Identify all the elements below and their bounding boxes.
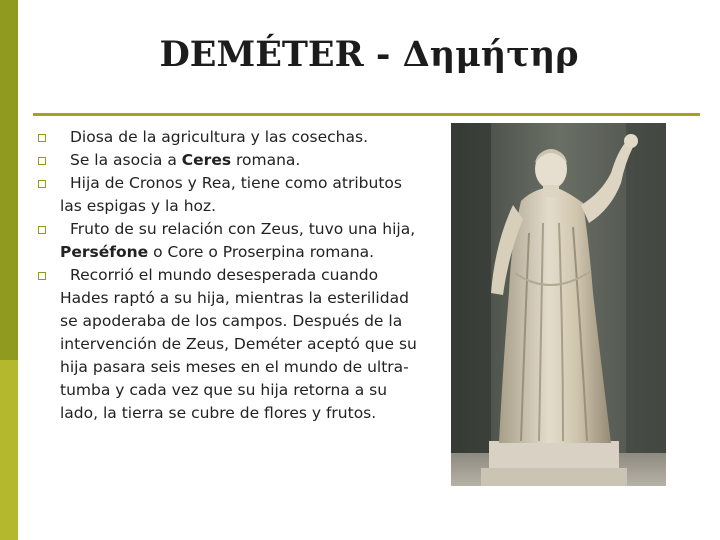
bullet-text — [38, 241, 438, 264]
bullet-text: hija pasara seis meses en el mundo de ultra- — [60, 358, 409, 376]
bullet-square-icon — [38, 272, 46, 280]
bullet-item — [38, 126, 438, 149]
bullet-item — [38, 149, 438, 172]
title-divider — [33, 113, 700, 116]
bullet-text: Diosa de la agricultura y las cosechas. — [70, 128, 368, 146]
bullet-item — [38, 264, 438, 425]
bullet-text: las espigas y la hoz. — [60, 197, 217, 215]
bullet-text: Recorrió el mundo desesperada cuando — [70, 266, 379, 284]
bullet-square-icon — [38, 180, 46, 188]
bullet-text: Fruto de su relación con Zeus, tuvo una hija, — [70, 220, 416, 238]
bullet-square-icon — [38, 134, 46, 142]
bullet-text: Hades raptó a su hija, mientras la esterilidad — [60, 289, 409, 307]
bullet-bold-term: Perséfone — [60, 243, 149, 261]
statue-photo — [451, 123, 666, 486]
bullet-list — [38, 126, 438, 425]
side-accent-bar-top — [0, 0, 18, 360]
bullet-square-icon — [38, 157, 46, 165]
bullet-text: lado, la tierra se cubre de flores y frutos. — [60, 404, 377, 422]
bullet-item — [38, 218, 438, 264]
bullet-text-part: Se la asocia a — [70, 151, 182, 169]
bullet-text-part: o Core o Proserpina romana. — [148, 243, 375, 261]
statue-illustration — [451, 123, 666, 486]
bullet-bold-term: Ceres — [181, 151, 232, 169]
bullet-text: se apoderaba de los campos. Después de la — [60, 312, 403, 330]
bullet-text — [38, 149, 438, 172]
bullet-text-part: romana. — [231, 151, 301, 169]
bullet-text: tumba y cada vez que su hija retorna a su — [60, 381, 388, 399]
bullet-item — [38, 172, 438, 218]
slide-title: DEMÉTER - Δημήτηρ — [159, 34, 579, 75]
bullet-text: intervención de Zeus, Deméter aceptó que su — [60, 335, 417, 353]
bullet-text: Hija de Cronos y Rea, tiene como atributos — [70, 174, 402, 192]
bullet-square-icon — [38, 226, 46, 234]
side-accent-bar-bottom — [0, 360, 18, 540]
